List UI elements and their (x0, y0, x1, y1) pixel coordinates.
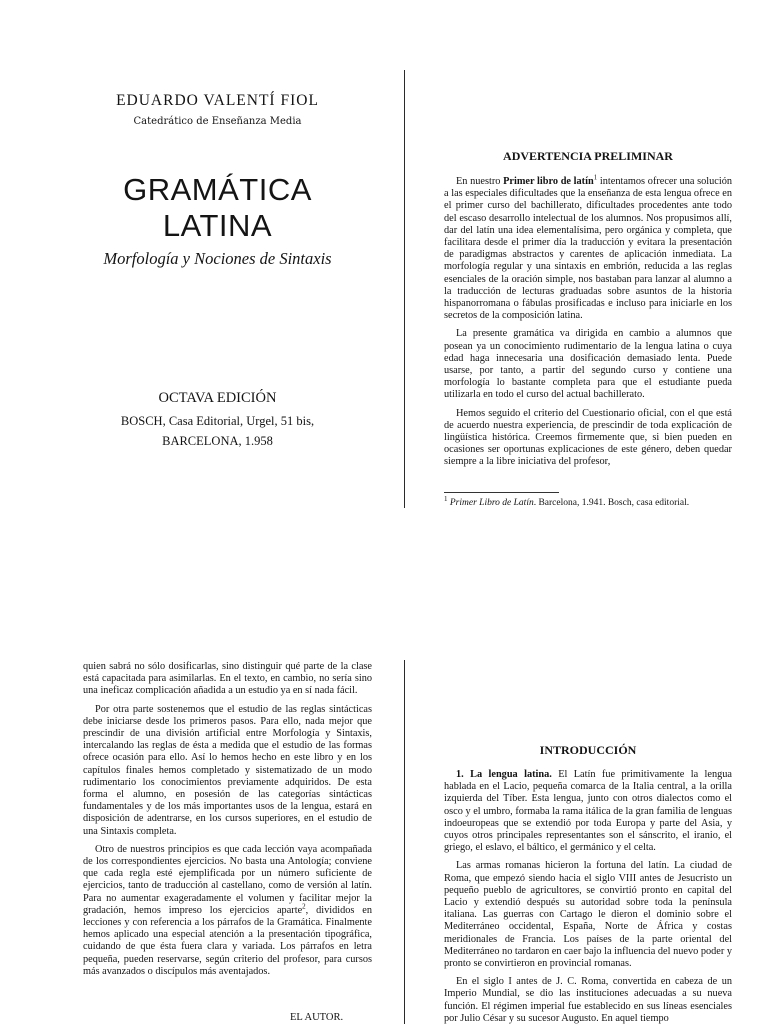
book-title-line2: LATINA (162, 208, 273, 243)
advertencia-paragraph: Hemos seguido el criterio del Cuestionario oficial, con el que está de acuerdo nuestra experiencia, de prescindir de toda explicación de lingüística histórica. Creemos firmemente que, si bien pueden en ocasiones ser oportunas explicaciones de este género, deben quedar siempre a la libre iniciativa del profesor, (444, 407, 732, 468)
introduccion-paragraph: Las armas romanas hicieron la fortuna del latín. La ciudad de Roma, que empezó siendo hacia el siglo VIII antes de Jesucristo un pequeño pueblo de agricultores, se convirtió pronto en capital del Lacio y extendió después su autoridad sobre toda la península italiana. Las guerras con Cartago le dieron el dominio sobre el Mediterráneo occidental, España, Norte de África y costas meridionales de Francia. Los países de la parte oriental del Mediterráneo no tardaron en caer bajo la influencia del nuevo poder y pronto se convirtieron en provincial romanas. (444, 860, 732, 970)
book-title (60, 172, 375, 244)
footnote-rule (444, 492, 559, 493)
book-subtitle: Morfología y Nociones de Sintaxis (103, 249, 332, 268)
footnote-marker: 1 (593, 173, 598, 182)
text-run: En nuestro (456, 176, 504, 187)
column-divider-bottom (404, 660, 405, 1024)
introduccion-paragraph (444, 769, 732, 854)
footnote-title: Primer Libro de Latín (449, 498, 534, 508)
footnote-text: . Barcelona, 1.941. Bosch, casa editorial. (533, 498, 690, 508)
book-title-line1: GRAMÁTICA (123, 172, 312, 207)
advertencia-paragraph: La presente gramática va dirigida en cambio a alumnos que posean ya un conocimiento rudimentario de la lengua latina o cuya edad haga innecesaria una dosificación demasiado lenta. Puede usarse, por tanto, a partir del segundo curso y contiene una morfología lo bastante completa para que el estudiante pueda utilizarla en todo el curso del actual bachillerato. (444, 328, 732, 401)
advertencia-heading: ADVERTENCIA PRELIMINAR (503, 149, 673, 163)
advertencia-paragraph (444, 173, 733, 322)
text-run: intentamos ofrecer una solución a las especiales dificultades que la enseñanza de esta lengua ofrece en el primer curso del bachillerato, dificultades procedentes ante todo del escaso desarrollo intelectual de los alumnos. Nos propusimos allí, dar del latín una idea elementalísima, pero orgánica y completa, que facilitara desde el primer día la traducción y evitara la presentación de paradigmas abstractos y carentes de aplicación inmediata. La morfología regular y una sintaxis en embrión, reducida a las reglas esenciales de la oración simple, nos bastaban para lanzar al alumno a la traducción de lecturas graduadas sobre asuntos de la historia hispanorromana o fábulas prosificadas e incluso para iniciarle en los secretos de la composición latina. (444, 176, 733, 322)
signature: EL AUTOR. (290, 1012, 344, 1023)
continuation-paragraph (83, 844, 372, 978)
text-run: Otro de nuestros principios es que cada lección vaya acompañada de los correspondientes ejercicios. No basta una Antología; conviene que cada regla esté ejemplificada por un número suficiente de ejercicios, tanto de traducción al castellano, como de versión al latín. Para no aumentar exageradamente el volumen y facilitar mejor la gradación, hemos impreso los ejercicios aparte (83, 843, 372, 916)
footnote (444, 494, 732, 509)
introduccion-heading: INTRODUCCIÓN (539, 743, 637, 757)
continuation-body (83, 661, 372, 978)
author-position: Catedrático de Enseñanza Media (133, 116, 302, 127)
text-run: El Latín fue primitivamente la lengua hablada en el Lacio, pequeña comarca de la Italia central, a la orilla izquierda del Tíber. Esta lengua, junto con otros dialectos como el osco y el umbro, formaba la rama itálica de la gran familia de lenguas indoeuropeas que se extendió por toda Europa y parte del Asia, y cuyos otros principales representantes son el sánscrito, el iranio, el griego, el eslavo, el báltico, el germánico y el celta. (444, 769, 732, 854)
book-reference: Primer libro de latín (503, 176, 594, 187)
text-run: , divididos en lecciones y con referencia a los párrafos de la Gramática. Finalmente hemos aplicado una especial atención a la presentación tipográfica, cuidando de que ésta fuera clara y variada. Los párrafos en letra pequeña, pueden reservarse, según criterio del profesor, para cursos más avanzados o discípulos más aventajados. (83, 904, 372, 977)
footnote-number: 1 (444, 494, 448, 503)
edition: OCTAVA EDICIÓN (158, 390, 277, 406)
continuation-paragraph: quien sabrá no sólo dosificarlas, sino distinguir qué parte de la clase está capacitada para asimilarlas. En el texto, en cambio, no sería sino una ineficaz complicación añadida a un estudio ya en sí nada fácil. (83, 661, 372, 697)
introduccion-body (444, 769, 732, 1025)
footnote-marker: 2 (302, 902, 306, 911)
advertencia-body (444, 173, 733, 469)
publisher: BOSCH, Casa Editorial, Urgel, 51 bis, (120, 414, 315, 428)
column-divider-top (404, 70, 405, 508)
introduccion-paragraph: En el siglo I antes de J. C. Roma, convertida en cabeza de un Imperio Mundial, se dio las instituciones adecuadas a su nueva función. El régimen imperial fue establecido en sus líneas esenciales por Julio César y su sucesor Augusto. En aquel tiempo (444, 976, 732, 1024)
continuation-paragraph: Por otra parte sostenemos que el estudio de las reglas sintácticas debe iniciarse desde los primeros pasos. Para ello, nada mejor que prescindir de una división artificial entre Morfología y Sintaxis, intercalando las reglas de ésta a medida que el estudio de las formas ofrece ocasión para ello. Así lo hemos hecho en este libro y en los capítulos finales hemos completado y sistematizado de un modo rudimentario los conocimientos previamente adquiridos. De esta forma el alumno, en posesión de las categorías sintácticas fundamentales y de los más importantes usos de la lengua, estará en disposición de adentrarse, en los cursos superiores, en el estudio de una Sintaxis completa. (83, 703, 372, 837)
city-year: BARCELONA, 1.958 (162, 434, 273, 448)
section-title: 1. La lengua latina. (456, 769, 552, 780)
author-name: EDUARDO VALENTÍ FIOL (116, 92, 319, 109)
